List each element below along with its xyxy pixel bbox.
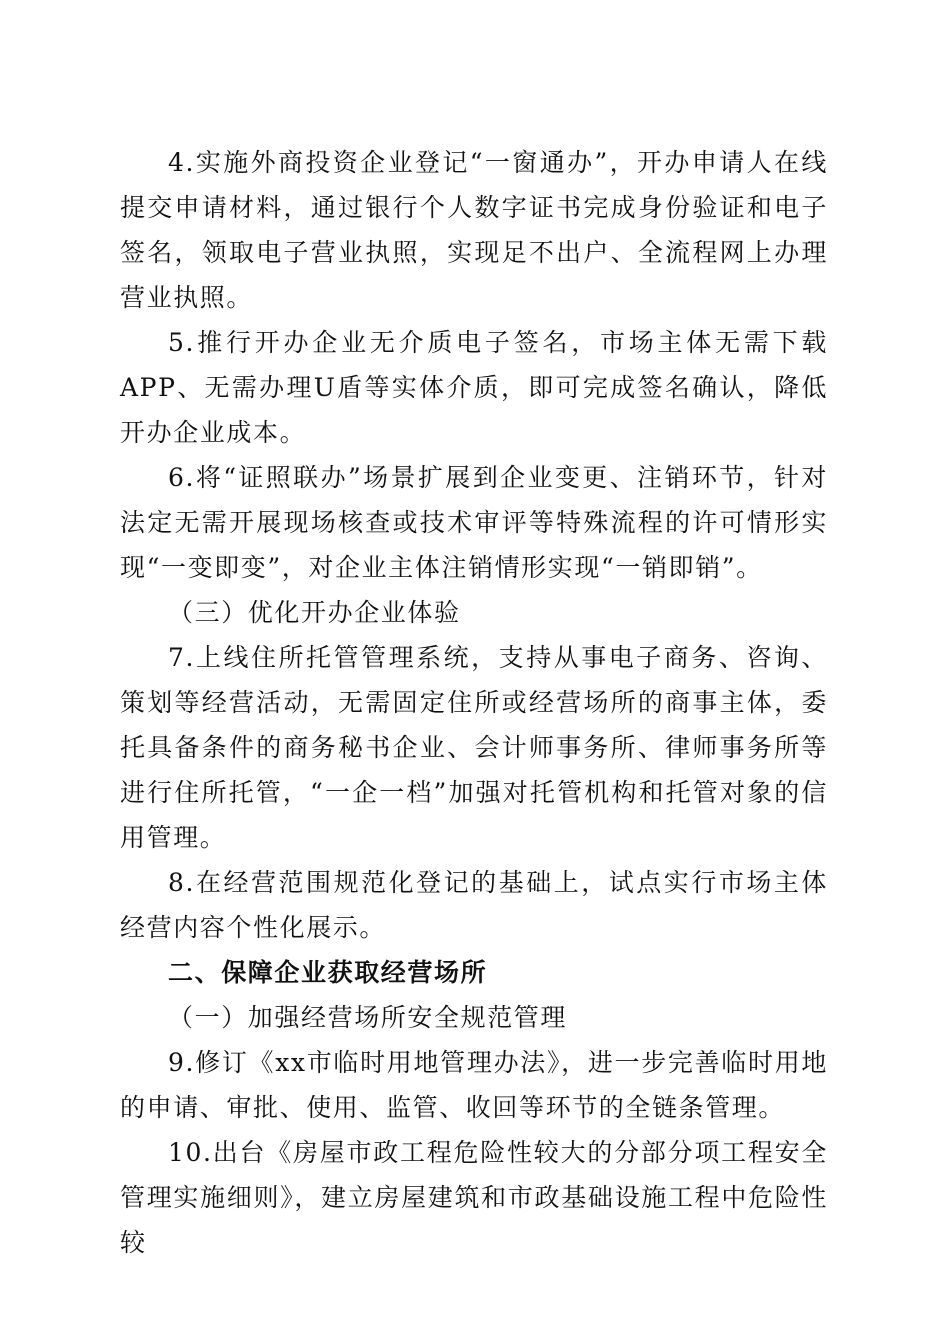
paragraph-item-8: 8.在经营范围规范化登记的基础上，试点实行市场主体经营内容个性化展示。 bbox=[120, 868, 828, 942]
paragraph-item-7: 7.上线住所托管管理系统，支持从事电子商务、咨询、策划等经营活动，无需固定住所或经营场所的商事主体，委托具备条件的商务秘书企业、会计师事务所、律师事务所等进行住所托管，“一企一档”加强对托管机构和托管对象的信用管理。 bbox=[120, 643, 828, 852]
paragraph-item-6: 6.将“证照联办”场景扩展到企业变更、注销环节，针对法定无需开展现场核查或技术审评等特殊流程的许可情形实现“一变即变”，对企业主体注销情形实现“一销即销”。 bbox=[120, 463, 828, 582]
subheading-safety-management: （一）加强经营场所安全规范管理 bbox=[168, 1003, 568, 1032]
paragraph-item-4: 4.实施外商投资企业登记“一窗通办”，开办申请人在线提交申请材料，通过银行个人数字证书完成身份验证和电子签名，领取电子营业执照，实现足不出户、全流程网上办理营业执照。 bbox=[120, 148, 828, 312]
paragraph-item-10: 10.出台《房屋市政工程危险性较大的分部分项工程安全管理实施细则》，建立房屋建筑和市政基础设施工程中危险性较 bbox=[120, 1138, 828, 1257]
paragraph-item-9: 9.修订《xx市临时用地管理办法》，进一步完善临时用地的申请、审批、使用、监管、收回等环节的全链条管理。 bbox=[120, 1048, 828, 1122]
paragraph-item-5: 5.推行开办企业无介质电子签名，市场主体无需下载APP、无需办理U盾等实体介质，即可完成签名确认，降低开办企业成本。 bbox=[120, 328, 828, 447]
section-heading-business-premises: 二、保障企业获取经营场所 bbox=[168, 958, 488, 987]
subheading-optimize-experience: （三）优化开办企业体验 bbox=[168, 598, 461, 627]
document-body bbox=[120, 140, 828, 1265]
